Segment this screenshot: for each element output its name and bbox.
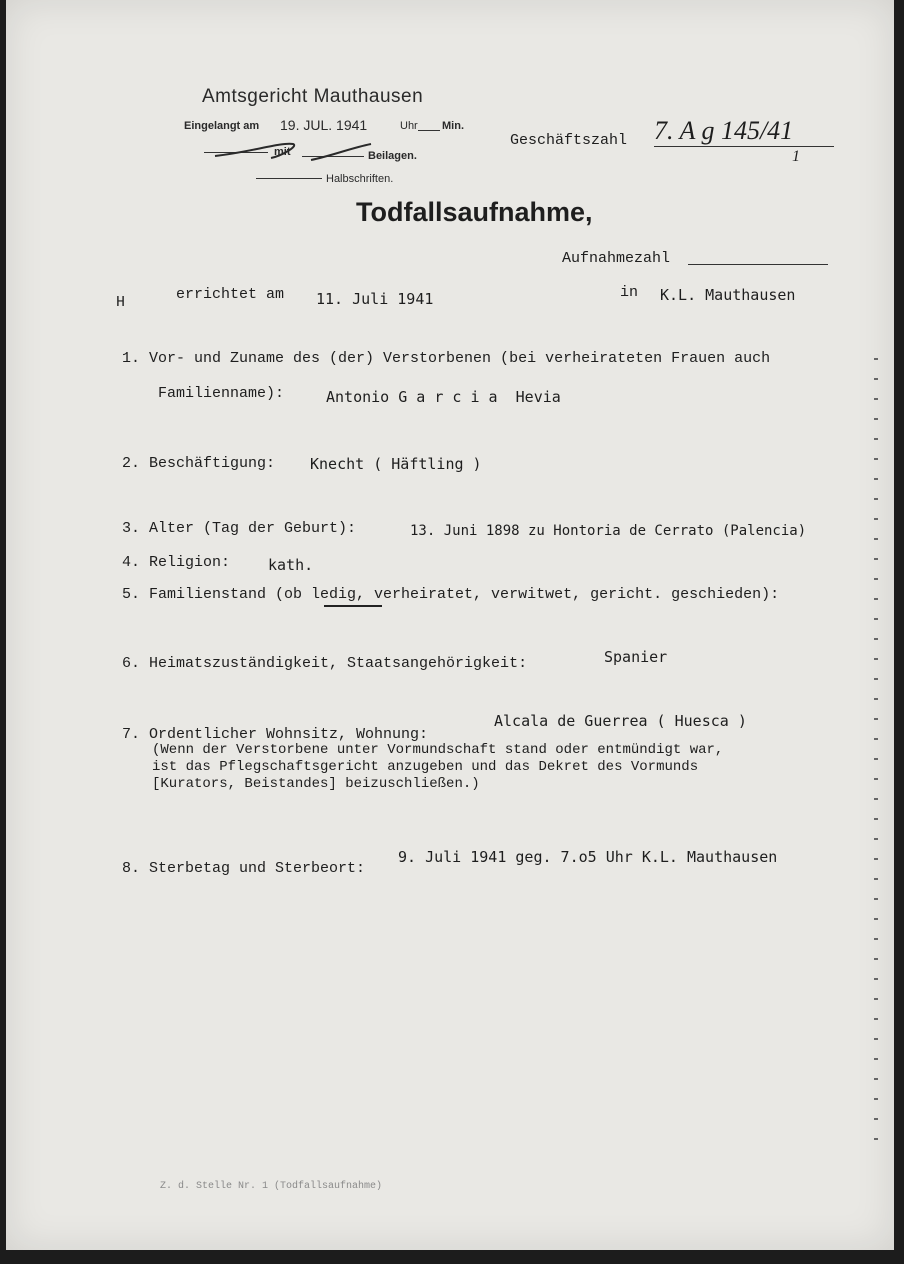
field-1-label-cont: Familienname): <box>158 385 285 402</box>
stamp-line-4 <box>256 178 322 179</box>
stamp-mit-label: mit <box>274 146 291 158</box>
field-1-value: Antonio G a r c i a Hevia <box>326 388 561 406</box>
form-footer-note: Z. d. Stelle Nr. 1 (Todfallsaufnahme) <box>160 1181 383 1192</box>
case-number-sub: 1 <box>792 148 800 165</box>
field-6-value: Spanier <box>604 648 668 666</box>
stamp-min-label: Min. <box>442 120 464 132</box>
stamp-received-date: 19. JUL. 1941 <box>280 117 368 133</box>
case-number-value: 7. A g 145/41 <box>654 116 794 145</box>
field-4-value: kath. <box>268 556 314 574</box>
field-4-label: 4. Religion: <box>122 554 231 571</box>
field-7-label: 7. Ordentlicher Wohnsitz, Wohnung: <box>122 726 429 743</box>
field-3-label: 3. Alter (Tag der Geburt): <box>122 520 357 537</box>
stamp-uhr-line <box>418 130 440 131</box>
edge-dots <box>874 340 878 1140</box>
court-stamp-title: Amtsgericht Mauthausen <box>202 86 424 107</box>
errichtet-date: 11. Juli 1941 <box>316 290 434 308</box>
stamp-signature-scribble <box>211 130 391 170</box>
field-3-value: 13. Juni 1898 zu Hontoria de Cerrato (Palencia) <box>410 523 807 539</box>
stamp-uhr-label: Uhr <box>400 120 418 132</box>
field-7-note-line-1: (Wenn der Verstorbene unter Vormundschaft stand oder entmündigt war, <box>152 742 724 758</box>
place-value: K.L. Mauthausen <box>660 286 796 304</box>
field-8-label: 8. Sterbetag und Sterbeort: <box>122 860 366 877</box>
errichtet-label: errichtet am <box>176 286 285 303</box>
stamp-beilagen-label: Beilagen. <box>368 150 417 162</box>
field-7-note-line-3: [Kurators, Beistandes] beizuschließen.) <box>152 776 480 792</box>
stamp-halbschriften-label: Halbschriften. <box>326 173 394 185</box>
field-2-value: Knecht ( Häftling ) <box>310 455 482 473</box>
case-number-underline <box>654 146 834 147</box>
field-6-label: 6. Heimatszuständigkeit, Staatsangehörigkeit: <box>122 655 528 672</box>
h-letter: H <box>116 294 126 311</box>
document-page <box>6 0 894 1250</box>
field-7-note-line-2: ist das Pflegschaftsgericht anzugeben und das Dekret des Vormunds <box>152 759 699 775</box>
in-label: in <box>620 284 639 301</box>
aufnahmezahl-line <box>688 264 828 265</box>
field-8-value: 9. Juli 1941 geg. 7.o5 Uhr K.L. Mauthausen <box>398 848 778 866</box>
field-7-value: Alcala de Guerrea ( Huesca ) <box>494 712 747 730</box>
stamp-received-label: Eingelangt am <box>184 120 260 132</box>
case-number-label: Geschäftszahl <box>510 132 628 149</box>
field-5-ledig-underline <box>324 605 382 607</box>
field-5-label: 5. Familienstand (ob ledig, verheiratet, verwitwet, gericht. geschieden): <box>122 586 780 603</box>
field-1-label: 1. Vor- und Zuname des (der) Verstorbenen (bei verheirateten Frauen auch <box>122 350 771 367</box>
document-title: Todfallsaufnahme, <box>356 197 593 227</box>
aufnahmezahl-label: Aufnahmezahl <box>562 250 671 267</box>
field-2-label: 2. Beschäftigung: <box>122 455 276 472</box>
